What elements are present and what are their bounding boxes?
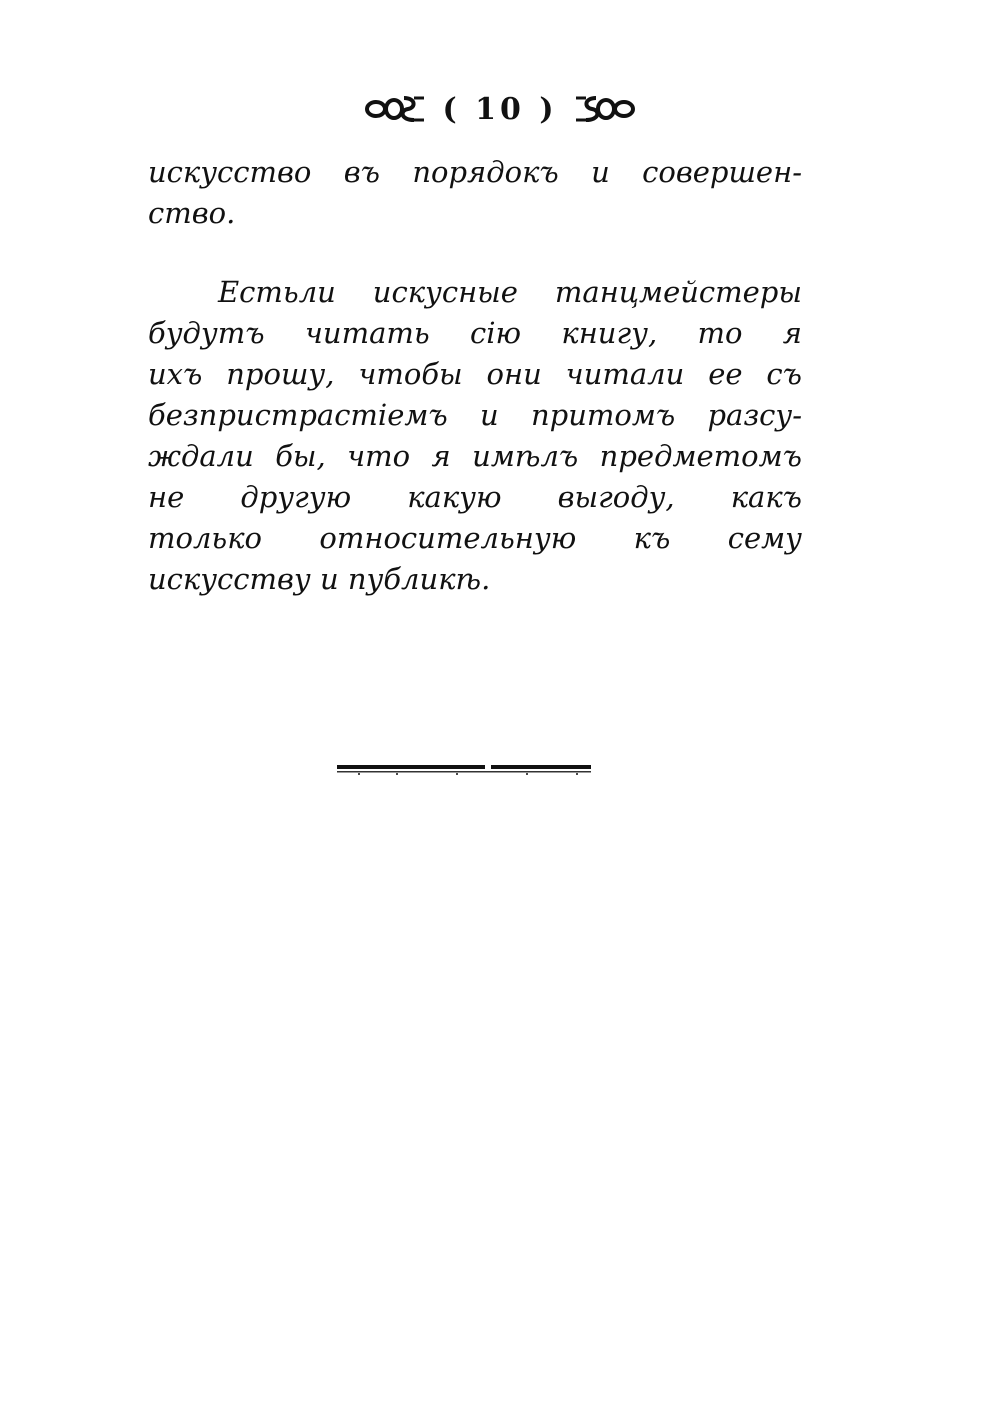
paragraph-main: [148, 272, 802, 600]
text-line: будутъ читать сію книгу, то я: [148, 316, 802, 350]
text-line: только относительную къ сему: [148, 521, 802, 555]
scroll-ornament-left-icon: [364, 94, 428, 124]
text-line: ихъ прошу, чтобы они читали ее съ: [148, 357, 802, 391]
running-head: [0, 88, 1000, 130]
paragraph-continuation: [148, 152, 802, 234]
text-line: ждали бы, что я имѣлъ предметомъ: [148, 439, 802, 473]
page-number: ( 10 ): [442, 91, 558, 127]
scroll-ornament-right-icon: [572, 94, 636, 124]
text-line: безпристрастіемъ и притомъ разсу-: [148, 398, 802, 432]
text-line: Естьли искусные танцмейстеры: [218, 275, 802, 309]
double-rule-divider-icon: [337, 762, 591, 776]
text-line: искусству и публикѣ.: [148, 562, 491, 596]
text-line: ство.: [148, 196, 236, 230]
text-line: не другую какую выгоду, какъ: [148, 480, 802, 514]
text-line: искусство въ порядокъ и совершен-: [148, 155, 802, 189]
